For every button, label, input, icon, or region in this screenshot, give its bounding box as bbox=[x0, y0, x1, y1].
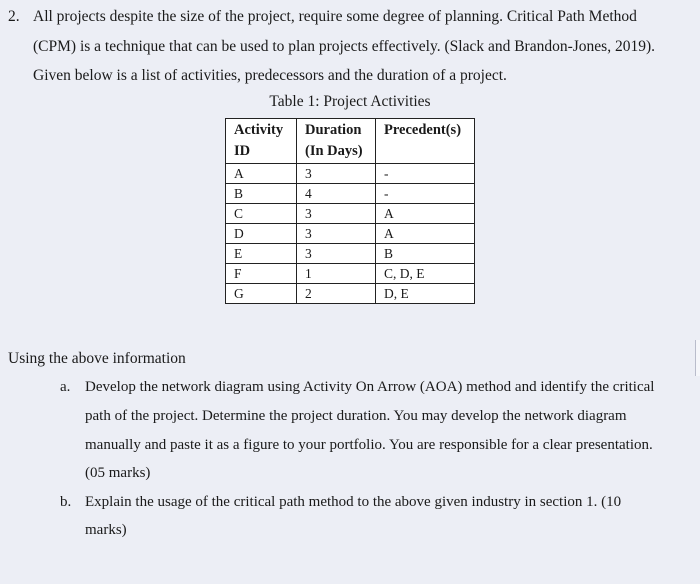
cell-precedent: A bbox=[376, 224, 475, 244]
item-b-line-2: marks) bbox=[85, 522, 127, 538]
header-duration bbox=[297, 119, 376, 164]
instructions-intro: Using the above information bbox=[8, 350, 186, 367]
cell-activity: E bbox=[226, 244, 297, 264]
header-precedents-line1: Precedent(s) bbox=[384, 122, 462, 138]
cell-precedent: - bbox=[376, 164, 475, 184]
cell-activity: D bbox=[226, 224, 297, 244]
table-row bbox=[226, 204, 475, 224]
header-activity-line2: ID bbox=[234, 143, 251, 159]
question-text-line-2: (CPM) is a technique that can be used to plan projects effectively. (Slack and Brandon-Jones, 2019). bbox=[33, 38, 655, 55]
cell-duration: 1 bbox=[297, 264, 376, 284]
cell-activity: C bbox=[226, 204, 297, 224]
item-a-line-4: (05 marks) bbox=[85, 465, 151, 481]
cell-duration: 3 bbox=[297, 164, 376, 184]
table-row bbox=[226, 184, 475, 204]
item-a-marker: a. bbox=[60, 379, 71, 395]
cell-duration: 3 bbox=[297, 244, 376, 264]
cell-activity: A bbox=[226, 164, 297, 184]
table-caption: Table 1: Project Activities bbox=[269, 93, 431, 110]
cell-precedent: - bbox=[376, 184, 475, 204]
cell-precedent: D, E bbox=[376, 284, 475, 304]
table-row bbox=[226, 244, 475, 264]
question-text-line-1: All projects despite the size of the project, require some degree of planning. Critical Path Method bbox=[33, 8, 637, 25]
header-duration-line2: (In Days) bbox=[305, 143, 363, 159]
header-activity-id bbox=[226, 119, 297, 164]
cell-duration: 3 bbox=[297, 224, 376, 244]
cell-precedent: A bbox=[376, 204, 475, 224]
cell-precedent: B bbox=[376, 244, 475, 264]
table-row bbox=[226, 264, 475, 284]
item-a-line-3: manually and paste it as a figure to your portfolio. You are responsible for a clear presentation. bbox=[85, 437, 653, 453]
table-row bbox=[226, 224, 475, 244]
header-activity-line1: Activity bbox=[234, 122, 284, 138]
table-row bbox=[226, 284, 475, 304]
project-activities-table bbox=[225, 118, 475, 304]
cell-duration: 2 bbox=[297, 284, 376, 304]
cell-activity: B bbox=[226, 184, 297, 204]
item-a-line-1: Develop the network diagram using Activity On Arrow (AOA) method and identify the critical bbox=[85, 379, 655, 395]
table-row bbox=[226, 164, 475, 184]
header-duration-line1: Duration bbox=[305, 122, 362, 138]
item-a-line-2: path of the project. Determine the project duration. You may develop the network diagram bbox=[85, 408, 627, 424]
cell-precedent: C, D, E bbox=[376, 264, 475, 284]
question-number: 2. bbox=[8, 8, 20, 25]
scrollbar-edge[interactable] bbox=[695, 340, 700, 376]
header-precedents bbox=[376, 119, 475, 164]
cell-activity: F bbox=[226, 264, 297, 284]
question-text-line-3: Given below is a list of activities, predecessors and the duration of a project. bbox=[33, 67, 507, 84]
item-b-line-1: Explain the usage of the critical path method to the above given industry in section 1. (10 bbox=[85, 494, 622, 510]
cell-duration: 3 bbox=[297, 204, 376, 224]
cell-activity: G bbox=[226, 284, 297, 304]
cell-duration: 4 bbox=[297, 184, 376, 204]
table-header-row bbox=[226, 119, 475, 164]
item-b-marker: b. bbox=[60, 494, 72, 510]
